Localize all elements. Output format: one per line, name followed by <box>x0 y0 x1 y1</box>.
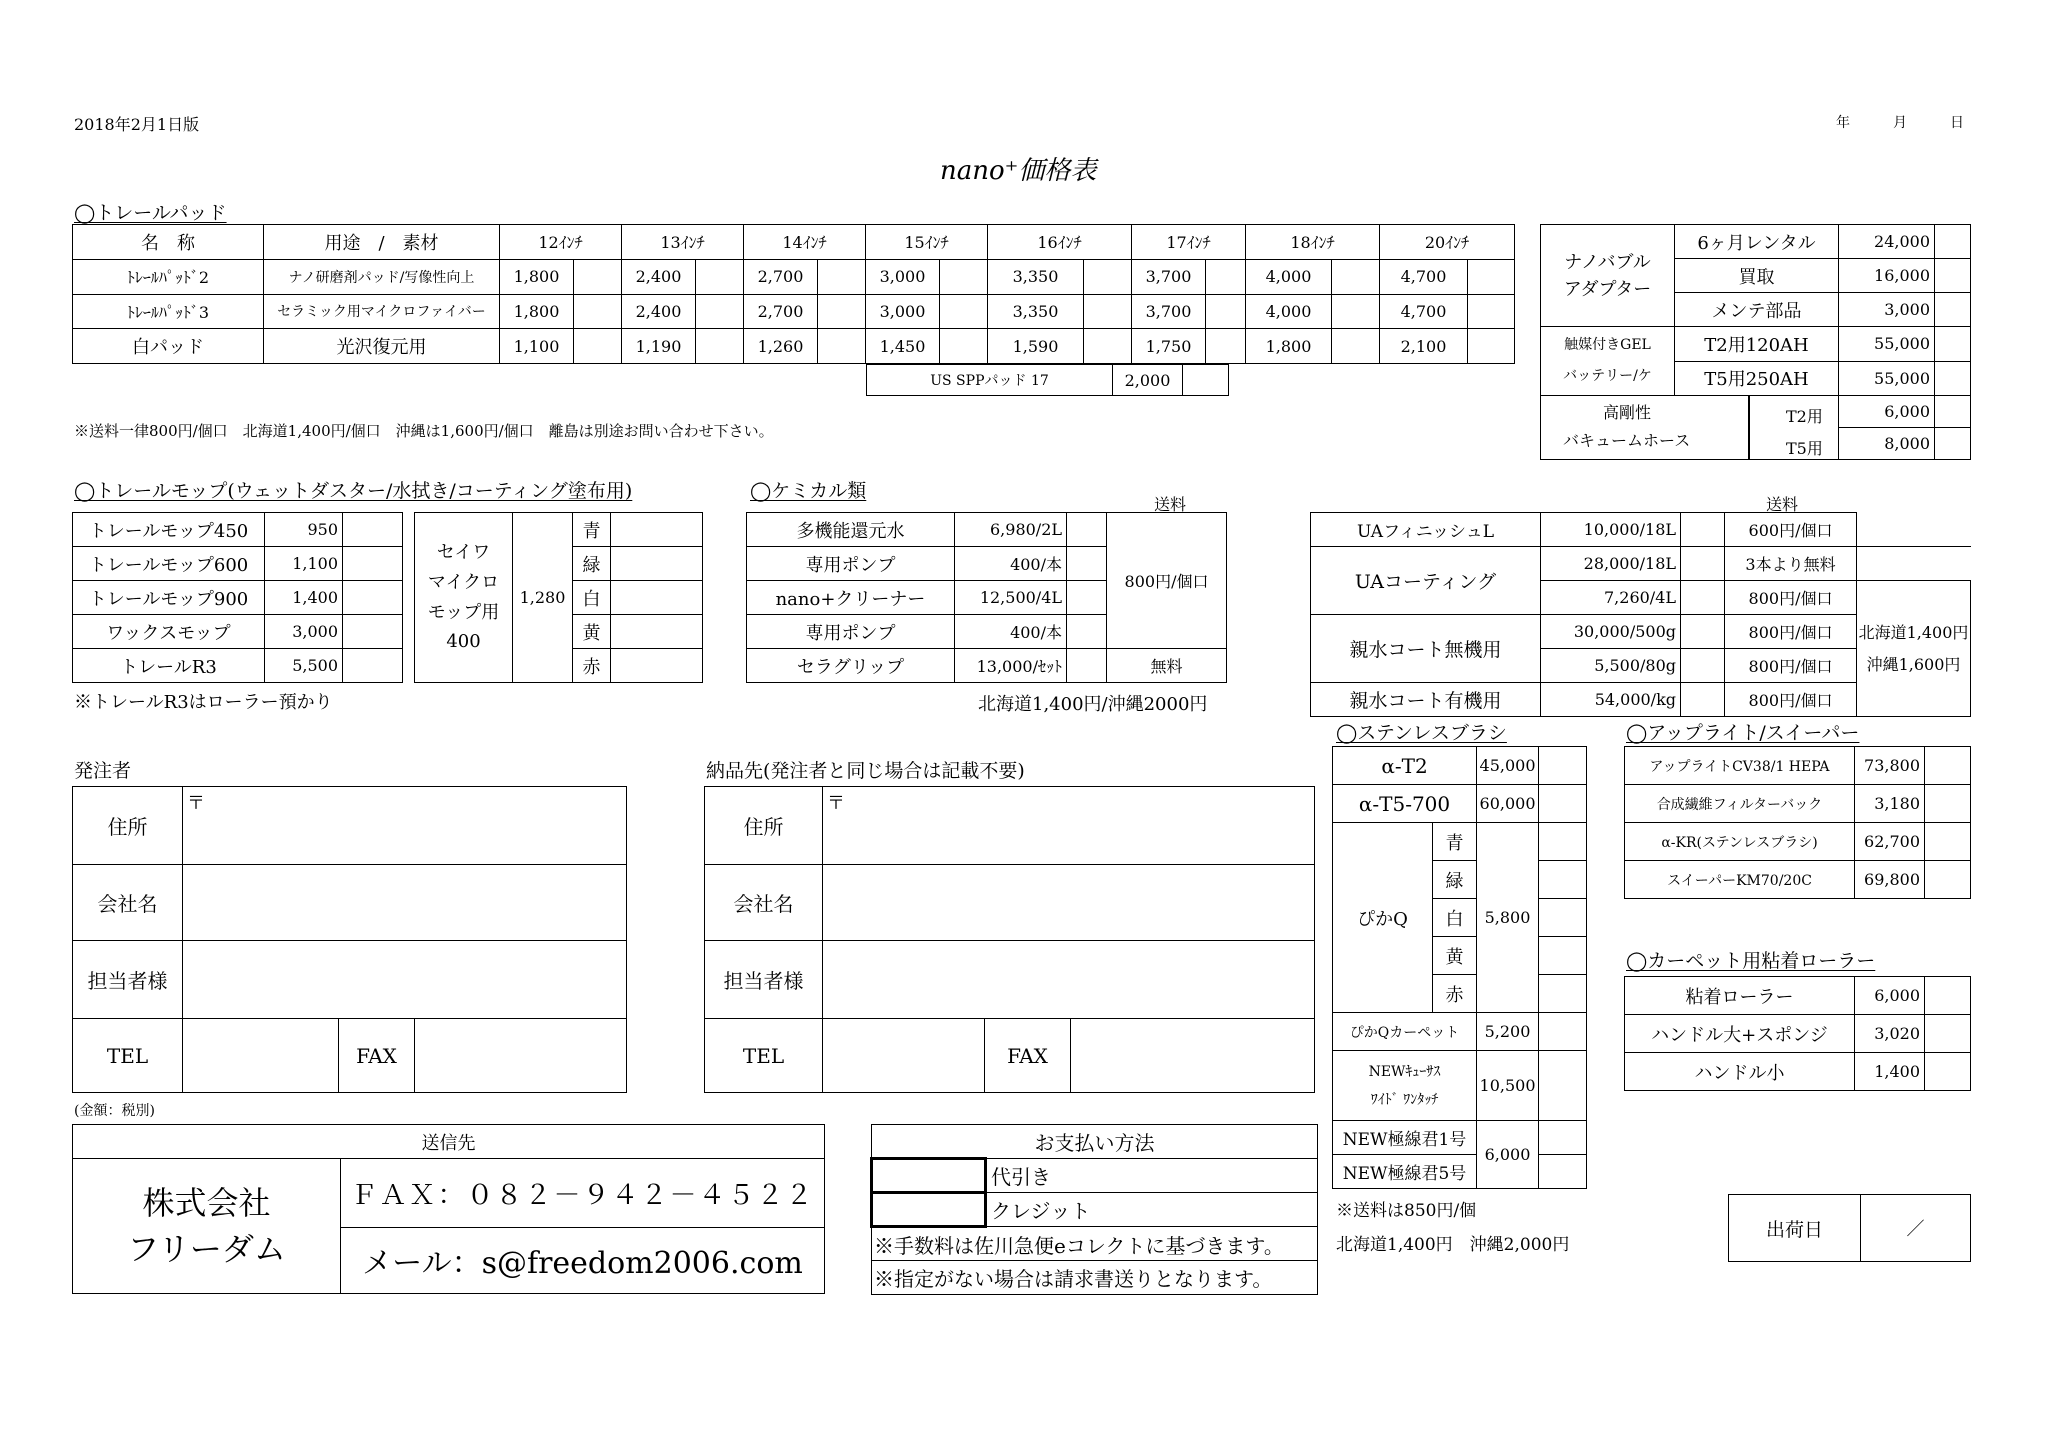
price-cell: 1,450 <box>866 329 940 364</box>
hose-t5-price: 8,000 <box>1839 427 1935 459</box>
upright-name: アップライトCV38/1 HEPA <box>1625 747 1855 785</box>
chemical-name: 多機能還元水 <box>747 513 955 547</box>
qty-cell[interactable] <box>1183 365 1229 396</box>
roller-price: 6,000 <box>1855 977 1925 1015</box>
qty-cell[interactable] <box>940 329 988 364</box>
fax-field[interactable] <box>1071 1019 1315 1093</box>
upright-price: 73,800 <box>1855 747 1925 785</box>
mop-name: トレールモップ450 <box>73 513 265 547</box>
trail-pad-heading: ◯トレールパッド <box>74 202 227 224</box>
qty-cell[interactable] <box>1206 259 1246 294</box>
stainless-table <box>1332 746 1587 1189</box>
price-cell: 1,800 <box>500 294 574 329</box>
seiwa-mop-label: セイワ マイクロ モップ用 400 <box>415 513 513 683</box>
price-cell: 2,700 <box>744 294 818 329</box>
qty-cell[interactable] <box>1084 329 1132 364</box>
chemical-name: nano+クリーナー <box>747 581 955 615</box>
qty-cell[interactable] <box>1539 861 1587 899</box>
product-name: ﾄﾚｰﾙﾊﾟｯﾄﾞ3 <box>73 294 264 329</box>
chemical-shipping-free: 無料 <box>1107 649 1227 683</box>
us-spp-price: 2,000 <box>1113 365 1183 396</box>
color-label: 黄 <box>1433 937 1477 975</box>
hydro-inorganic-price: 5,500/80g <box>1541 649 1681 683</box>
chemical-price: 12,500/4L <box>955 581 1067 615</box>
qty-cell[interactable] <box>1681 513 1725 547</box>
col-use-header: 用途 / 素材 <box>264 225 500 260</box>
qty-cell[interactable] <box>1935 225 1971 259</box>
company-label: 会社名 <box>705 865 823 941</box>
qty-cell[interactable] <box>343 615 403 649</box>
date-month-label: 月 <box>1893 115 1907 131</box>
shipping-note: ※送料一律800円/個口 北海道1,400円/個口 沖縄は1,600円/個口 離島は別途お問い合わせ下さい。 <box>74 422 774 440</box>
rental-price: 24,000 <box>1839 225 1935 259</box>
qty-cell[interactable] <box>1539 1155 1587 1189</box>
postal-mark: 〒 <box>187 793 205 814</box>
t2-battery-label: T2用120AH <box>1675 327 1839 361</box>
qty-cell[interactable] <box>940 259 988 294</box>
t5-battery-price: 55,000 <box>1839 361 1935 395</box>
qty-cell[interactable] <box>1468 294 1515 329</box>
qty-cell[interactable] <box>1067 649 1107 683</box>
t2-battery-price: 55,000 <box>1839 327 1935 361</box>
price-cell: 2,400 <box>622 259 696 294</box>
person-label: 担当者様 <box>73 941 183 1019</box>
ship-date-label: 出荷日 <box>1729 1195 1861 1262</box>
tel-label: TEL <box>705 1019 823 1093</box>
pikaq-price: 5,800 <box>1477 823 1539 1013</box>
qty-cell[interactable] <box>1539 937 1587 975</box>
tel-field[interactable] <box>823 1019 985 1093</box>
nano-bubble-table <box>1540 224 1971 460</box>
blank-cell <box>1857 513 1971 547</box>
qty-cell[interactable] <box>1681 615 1725 649</box>
fax-number: ＦＡＸ：０８２－９４２－４５２２ <box>341 1159 825 1227</box>
date-year-label: 年 <box>1836 115 1850 131</box>
alpha-t2-label: α-T2 <box>1333 747 1477 785</box>
orderer-heading: 発注者 <box>74 760 132 782</box>
price-cell: 2,700 <box>744 259 818 294</box>
qty-cell[interactable] <box>1539 1013 1587 1051</box>
qty-cell[interactable] <box>1084 294 1132 329</box>
mop-price: 5,500 <box>265 649 343 683</box>
send-to-table <box>72 1124 825 1294</box>
upright-price: 3,180 <box>1855 785 1925 823</box>
qty-cell[interactable] <box>1468 329 1515 364</box>
upright-heading: ◯アップライト/スイーパー <box>1626 722 1860 744</box>
chemical-name: 専用ポンプ <box>747 547 955 581</box>
hydro-organic-price: 54,000/kg <box>1541 683 1681 717</box>
new-kyoku5-label: NEW極線君5号 <box>1333 1155 1477 1189</box>
person-label: 担当者様 <box>705 941 823 1019</box>
color-label: 赤 <box>573 649 611 683</box>
company-label: 会社名 <box>73 865 183 941</box>
new-kyoku-price: 6,000 <box>1477 1121 1539 1189</box>
pikaq-label: ぴかQ <box>1333 823 1433 1013</box>
roller-price: 3,020 <box>1855 1015 1925 1053</box>
credit-checkbox[interactable] <box>872 1193 986 1227</box>
new-cusus-label: NEWｷｭｰｻｽ ﾜｲﾄﾞ ﾜﾝﾀｯﾁ <box>1333 1051 1477 1121</box>
chemical-price: 400/本 <box>955 615 1067 649</box>
qty-cell[interactable] <box>818 294 866 329</box>
mop-note: ※トレールR3はローラー預かり <box>74 692 333 713</box>
size-header: 14ｲﾝﾁ <box>744 225 866 260</box>
blank-cell <box>1857 547 1971 581</box>
qty-cell[interactable] <box>1935 259 1971 293</box>
qty-cell[interactable] <box>1539 899 1587 937</box>
color-label: 青 <box>573 513 611 547</box>
price-cell: 4,000 <box>1246 259 1332 294</box>
roller-name: 粘着ローラー <box>1625 977 1855 1015</box>
trail-pad-table <box>72 224 1515 364</box>
size-header: 15ｲﾝﾁ <box>866 225 988 260</box>
edition-date: 2018年2月1日版 <box>74 115 200 134</box>
orderer-table <box>72 786 627 1093</box>
size-header: 17ｲﾝﾁ <box>1132 225 1246 260</box>
price-cell: 1,750 <box>1132 329 1206 364</box>
qty-cell[interactable] <box>1935 327 1971 361</box>
hose-divider <box>1748 396 1750 460</box>
credit-label: クレジット <box>986 1193 1318 1227</box>
qty-cell[interactable] <box>1935 293 1971 327</box>
price-cell: 2,100 <box>1380 329 1468 364</box>
qty-cell[interactable] <box>818 329 866 364</box>
qty-cell[interactable] <box>1468 259 1515 294</box>
product-name: 白パッド <box>73 329 264 364</box>
alpha-t5-price: 60,000 <box>1477 785 1539 823</box>
rental-label: 6ヶ月レンタル <box>1675 225 1839 259</box>
mop-price: 1,100 <box>265 547 343 581</box>
qty-cell[interactable] <box>1539 785 1587 823</box>
alpha-t2-price: 45,000 <box>1477 747 1539 785</box>
price-cell: 3,000 <box>866 294 940 329</box>
qty-cell[interactable] <box>818 259 866 294</box>
qty-cell[interactable] <box>696 294 744 329</box>
price-cell: 3,700 <box>1132 294 1206 329</box>
qty-cell[interactable] <box>1539 823 1587 861</box>
tax-note: (金額：税別) <box>74 1103 155 1119</box>
qty-cell[interactable] <box>343 581 403 615</box>
person-field[interactable] <box>183 941 627 1019</box>
size-header: 16ｲﾝﾁ <box>988 225 1132 260</box>
qty-cell[interactable] <box>1935 395 1971 427</box>
qty-cell[interactable] <box>1925 977 1971 1015</box>
payment-note-1: ※手数料は佐川急便eコレクトに基づきます。 <box>872 1227 1318 1261</box>
new-cusus-price: 10,500 <box>1477 1051 1539 1121</box>
col-name-header: 名 称 <box>73 225 264 260</box>
company-name: 株式会社 フリーダム <box>73 1159 341 1294</box>
product-name: ﾄﾚｰﾙﾊﾟｯﾄﾞ2 <box>73 259 264 294</box>
qty-cell[interactable] <box>1935 427 1971 459</box>
qty-cell[interactable] <box>1925 785 1971 823</box>
tel-label: TEL <box>73 1019 183 1093</box>
price-cell: 4,700 <box>1380 294 1468 329</box>
carpet-roller-table <box>1624 976 1971 1091</box>
qty-cell[interactable] <box>343 513 403 547</box>
mop-name: トレールR3 <box>73 649 265 683</box>
ship-date-table <box>1728 1194 1971 1262</box>
qty-cell[interactable] <box>343 649 403 683</box>
ua-coating-price: 28,000/18L <box>1541 547 1681 581</box>
qty-cell[interactable] <box>1067 547 1107 581</box>
color-label: 緑 <box>1433 861 1477 899</box>
hydro-inorganic-shipping: 800円/個口 <box>1725 615 1857 649</box>
qty-cell[interactable] <box>611 547 703 581</box>
qty-cell[interactable] <box>1935 361 1971 395</box>
product-use: セラミック用マイクロファイバー <box>264 294 500 329</box>
ua-coating-shipping: 800円/個口 <box>1725 581 1857 615</box>
buy-price: 16,000 <box>1839 259 1935 293</box>
qty-cell[interactable] <box>696 259 744 294</box>
qty-cell[interactable] <box>1539 1051 1587 1121</box>
qty-cell[interactable] <box>1681 581 1725 615</box>
price-cell: 3,700 <box>1132 259 1206 294</box>
chemical-price: 13,000/ｾｯﾄ <box>955 649 1067 683</box>
qty-cell[interactable] <box>1925 1053 1971 1091</box>
stainless-note-2: 北海道1,400円 沖縄2,000円 <box>1336 1235 1570 1255</box>
size-header: 18ｲﾝﾁ <box>1246 225 1380 260</box>
parts-label: メンテ部品 <box>1675 293 1839 327</box>
company-field[interactable] <box>183 865 627 941</box>
ua-shipping-header: 送料 <box>1766 495 1799 514</box>
chemical-price: 6,980/2L <box>955 513 1067 547</box>
hydro-inorganic-shipping: 800円/個口 <box>1725 649 1857 683</box>
size-header: 20ｲﾝﾁ <box>1380 225 1515 260</box>
address-field[interactable] <box>823 787 1315 865</box>
mop-price: 3,000 <box>265 615 343 649</box>
price-cell: 4,700 <box>1380 259 1468 294</box>
price-cell: 1,190 <box>622 329 696 364</box>
qty-cell[interactable] <box>574 329 622 364</box>
qty-cell[interactable] <box>1539 747 1587 785</box>
price-cell: 3,350 <box>988 294 1084 329</box>
qty-cell[interactable] <box>1067 513 1107 547</box>
email-address[interactable]: メール：s@freedom2006.com <box>341 1227 825 1293</box>
qty-cell[interactable] <box>574 259 622 294</box>
chemical-name: 専用ポンプ <box>747 615 955 649</box>
chemical-shipping-800: 800円/個口 <box>1107 513 1227 649</box>
ship-date-field[interactable]: ／ <box>1861 1195 1971 1262</box>
adapter-label: ナノバブル アダプター <box>1541 225 1675 327</box>
fax-label: FAX <box>339 1019 415 1093</box>
qty-cell[interactable] <box>1925 747 1971 785</box>
color-label: 青 <box>1433 823 1477 861</box>
qty-cell[interactable] <box>940 294 988 329</box>
stainless-note-1: ※送料は850円/個 <box>1336 1201 1477 1221</box>
mop-name: トレールモップ600 <box>73 547 265 581</box>
seiwa-mop-table <box>414 512 703 683</box>
fax-label: FAX <box>985 1019 1071 1093</box>
page-title: nano⁺価格表 <box>940 156 1097 186</box>
qty-cell[interactable] <box>1332 294 1380 329</box>
qty-cell[interactable] <box>1332 329 1380 364</box>
address-label: 住所 <box>73 787 183 865</box>
qty-cell[interactable] <box>574 294 622 329</box>
qty-cell[interactable] <box>1067 581 1107 615</box>
upright-name: α-KR(ステンレスブラシ) <box>1625 823 1855 861</box>
hose-t2-label: T2用 <box>1786 407 1823 426</box>
fax-field[interactable] <box>415 1019 627 1093</box>
color-label: 白 <box>1433 899 1477 937</box>
table-row <box>73 329 1515 364</box>
product-use: 光沢復元用 <box>264 329 500 364</box>
upright-name: 合成繊維フィルターバック <box>1625 785 1855 823</box>
ua-finish-shipping: 600円/個口 <box>1725 513 1857 547</box>
stainless-heading: ◯ステンレスブラシ <box>1336 722 1507 744</box>
chemical-note: 北海道1,400円/沖縄2000円 <box>978 694 1208 715</box>
price-cell: 1,800 <box>500 259 574 294</box>
person-field[interactable] <box>823 941 1315 1019</box>
postal-mark: 〒 <box>827 793 845 814</box>
company-field[interactable] <box>823 865 1315 941</box>
size-header: 12ｲﾝﾁ <box>500 225 622 260</box>
ua-coating-price: 7,260/4L <box>1541 581 1681 615</box>
ua-table <box>1310 512 1971 717</box>
color-label: 赤 <box>1433 975 1477 1013</box>
qty-cell[interactable] <box>611 649 703 683</box>
seiwa-mop-price: 1,280 <box>513 513 573 683</box>
ua-coating-shipping: 3本より無料 <box>1725 547 1857 581</box>
cod-label: 代引き <box>986 1159 1318 1193</box>
mop-name: ワックスモップ <box>73 615 265 649</box>
roller-name: ハンドル大+スポンジ <box>1625 1015 1855 1053</box>
qty-cell[interactable] <box>1332 259 1380 294</box>
hose-label: 高剛性 バキュームホース <box>1541 395 1839 459</box>
mop-name: トレールモップ900 <box>73 581 265 615</box>
price-cell: 3,350 <box>988 259 1084 294</box>
chemical-table <box>746 512 1227 683</box>
qty-cell[interactable] <box>1067 615 1107 649</box>
product-use: ナノ研磨剤パッド/写像性向上 <box>264 259 500 294</box>
pikaq-carpet-label: ぴかQカーペット <box>1333 1013 1477 1051</box>
address-field[interactable] <box>183 787 627 865</box>
chemical-shipping-header: 送料 <box>1154 495 1187 514</box>
qty-cell[interactable] <box>1206 294 1246 329</box>
hydro-organic-label: 親水コート有機用 <box>1311 683 1541 717</box>
tel-field[interactable] <box>183 1019 339 1093</box>
qty-cell[interactable] <box>1925 823 1971 861</box>
buy-label: 買取 <box>1675 259 1839 293</box>
hydro-organic-shipping: 800円/個口 <box>1725 683 1857 717</box>
qty-cell[interactable] <box>1925 861 1971 899</box>
price-cell: 4,000 <box>1246 294 1332 329</box>
qty-cell[interactable] <box>1681 649 1725 683</box>
chemical-price: 400/本 <box>955 547 1067 581</box>
qty-cell[interactable] <box>611 615 703 649</box>
qty-cell[interactable] <box>696 329 744 364</box>
payment-header: お支払い方法 <box>872 1125 1318 1159</box>
payment-note-2: ※指定がない場合は請求書送りとなります。 <box>872 1261 1318 1295</box>
table-row <box>73 294 1515 329</box>
us-spp-table <box>866 364 1229 396</box>
color-label: 白 <box>573 581 611 615</box>
alpha-t5-label: α-T5-700 <box>1333 785 1477 823</box>
price-cell: 3,000 <box>866 259 940 294</box>
roller-name: ハンドル小 <box>1625 1053 1855 1091</box>
price-cell: 1,800 <box>1246 329 1332 364</box>
color-label: 黄 <box>573 615 611 649</box>
date-day-label: 日 <box>1950 115 1964 131</box>
chemical-name: セラグリップ <box>747 649 955 683</box>
mop-table <box>72 512 403 683</box>
qty-cell[interactable] <box>611 513 703 547</box>
roller-price: 1,400 <box>1855 1053 1925 1091</box>
mop-heading: ◯トレールモップ(ウェットダスター/水拭き/コーティング塗布用) <box>74 480 633 502</box>
delivery-table <box>704 786 1315 1093</box>
upright-table <box>1624 746 1971 899</box>
pikaq-carpet-price: 5,200 <box>1477 1013 1539 1051</box>
qty-cell[interactable] <box>1539 1121 1587 1155</box>
ua-coating-label: UAコーティング <box>1311 547 1541 615</box>
battery-label: 触媒付きGEL バッテリー/ケ <box>1541 327 1675 395</box>
new-kyoku1-label: NEW極線君1号 <box>1333 1121 1477 1155</box>
size-header: 13ｲﾝﾁ <box>622 225 744 260</box>
t5-battery-label: T5用250AH <box>1675 361 1839 395</box>
color-label: 緑 <box>573 547 611 581</box>
qty-cell[interactable] <box>1206 329 1246 364</box>
upright-price: 69,800 <box>1855 861 1925 899</box>
mop-price: 1,400 <box>265 581 343 615</box>
qty-cell[interactable] <box>611 581 703 615</box>
qty-cell[interactable] <box>343 547 403 581</box>
delivery-heading: 納品先(発注者と同じ場合は記載不要) <box>706 760 1025 782</box>
upright-price: 62,700 <box>1855 823 1925 861</box>
price-cell: 1,260 <box>744 329 818 364</box>
ua-finish-label: UAフィニッシュL <box>1311 513 1541 547</box>
send-to-header: 送信先 <box>73 1125 825 1159</box>
hydro-inorganic-label: 親水コート無機用 <box>1311 615 1541 683</box>
ua-region-shipping: 北海道1,400円 沖縄1,600円 <box>1857 581 1971 717</box>
price-cell: 1,590 <box>988 329 1084 364</box>
qty-cell[interactable] <box>1084 259 1132 294</box>
qty-cell[interactable] <box>1681 683 1725 717</box>
payment-table <box>870 1124 1318 1295</box>
us-spp-label: US SPPパッド 17 <box>867 365 1113 396</box>
address-label: 住所 <box>705 787 823 865</box>
hydro-inorganic-price: 30,000/500g <box>1541 615 1681 649</box>
chemical-heading: ◯ケミカル類 <box>750 480 867 502</box>
price-cell: 1,100 <box>500 329 574 364</box>
price-cell: 2,400 <box>622 294 696 329</box>
carpet-roller-heading: ◯カーペット用粘着ローラー <box>1626 950 1876 972</box>
cod-checkbox[interactable] <box>872 1159 986 1193</box>
ua-finish-price: 10,000/18L <box>1541 513 1681 547</box>
hose-t2-price: 6,000 <box>1839 395 1935 427</box>
qty-cell[interactable] <box>1681 547 1725 581</box>
upright-name: スイーパーKM70/20C <box>1625 861 1855 899</box>
parts-price: 3,000 <box>1839 293 1935 327</box>
qty-cell[interactable] <box>1925 1015 1971 1053</box>
table-row <box>73 259 1515 294</box>
mop-price: 950 <box>265 513 343 547</box>
qty-cell[interactable] <box>1539 975 1587 1013</box>
hose-t5-label: T5用 <box>1786 439 1823 458</box>
